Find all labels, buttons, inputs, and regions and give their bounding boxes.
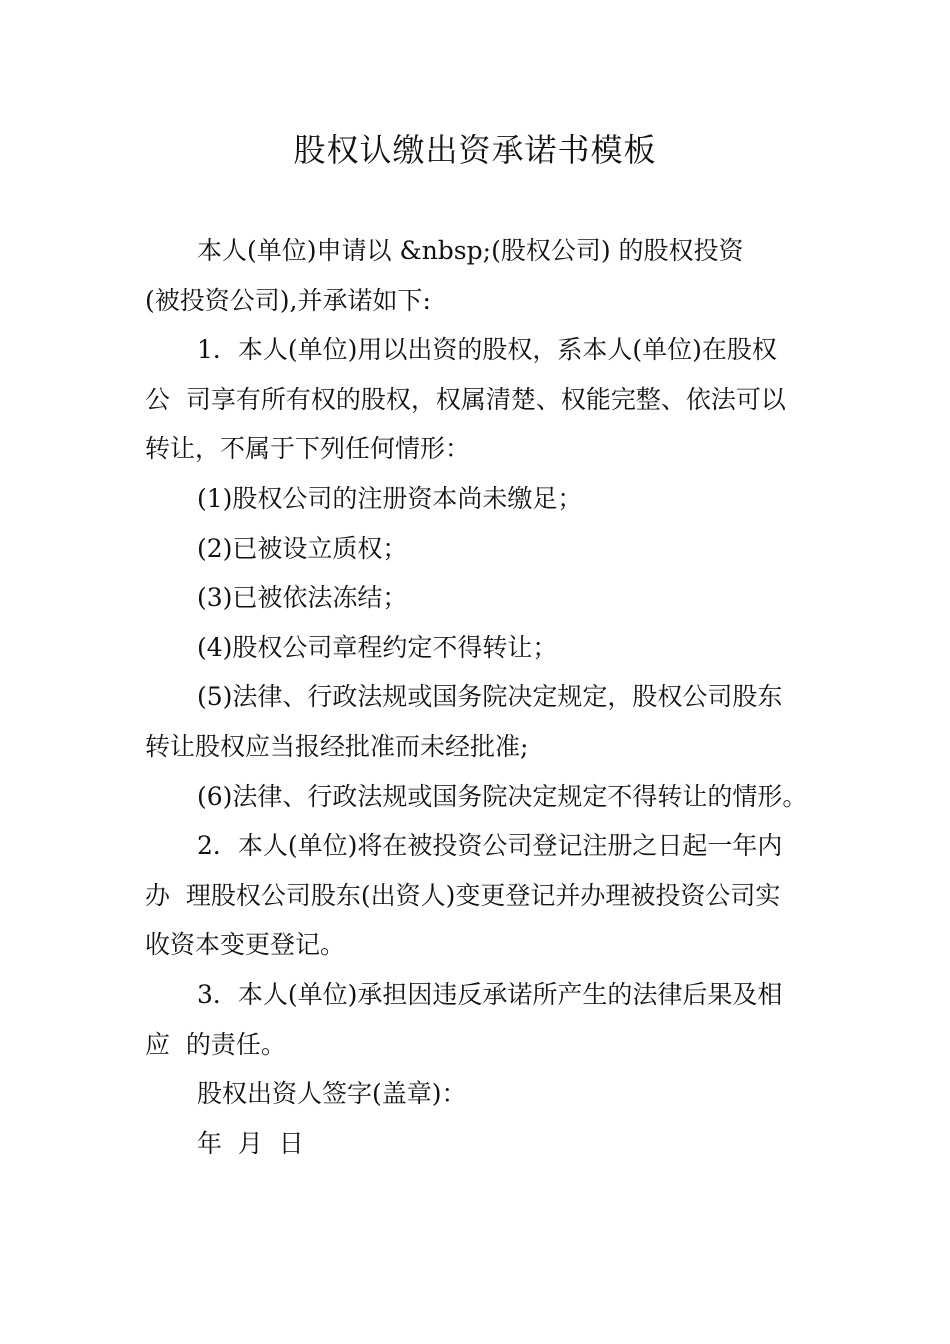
sub-item-2: (2)已被设立质权； [197,533,408,563]
clause-2-line-1: 2．本人(单位)将在被投资公司登记注册之日起一年内 [197,831,783,861]
sub-item-3: (3)已被依法冻结； [197,583,408,613]
document-body [145,226,810,1168]
clause-3-line-2: 应 的责任。 [145,1029,286,1059]
document-title: 股权认缴出资承诺书模板 [293,131,657,169]
intro-line-1: 本人(单位)申请以 &nbsp;(股权公司) 的股权投资 [197,236,744,265]
clause-1-line-1: 1．本人(单位)用以出资的股权，系本人(单位)在股权 [197,335,777,365]
clause-2-line-2: 办 理股权公司股东(出资人)变更登记并办理被投资公司实 [145,880,781,910]
clause-3-line-1: 3．本人(单位)承担因违反承诺所产生的法律后果及相 [197,979,783,1009]
intro-line-2: (被投资公司),并承诺如下: [145,285,431,315]
clause-1-line-3: 转让，不属于下列任何情形： [145,434,471,464]
date-line: 年 月 日 [197,1128,304,1158]
sub-item-5-line-2: 转让股权应当报经批准而未经批准; [145,731,529,761]
clause-2-line-3: 收资本变更登记。 [145,930,346,960]
sub-item-6: (6)法律、行政法规或国务院决定规定不得转让的情形。 [197,781,808,811]
signature-label: 股权出资人签字(盖章)： [197,1079,467,1109]
sub-item-5-line-1: (5)法律、行政法规或国务院决定规定，股权公司股东 [197,682,783,712]
sub-item-4: (4)股权公司章程约定不得转让； [197,632,558,662]
clause-1-line-2: 公 司享有所有权的股权，权属清楚、权能完整、依法可以 [145,384,786,414]
sub-item-1: (1)股权公司的注册资本尚未缴足； [197,483,583,513]
